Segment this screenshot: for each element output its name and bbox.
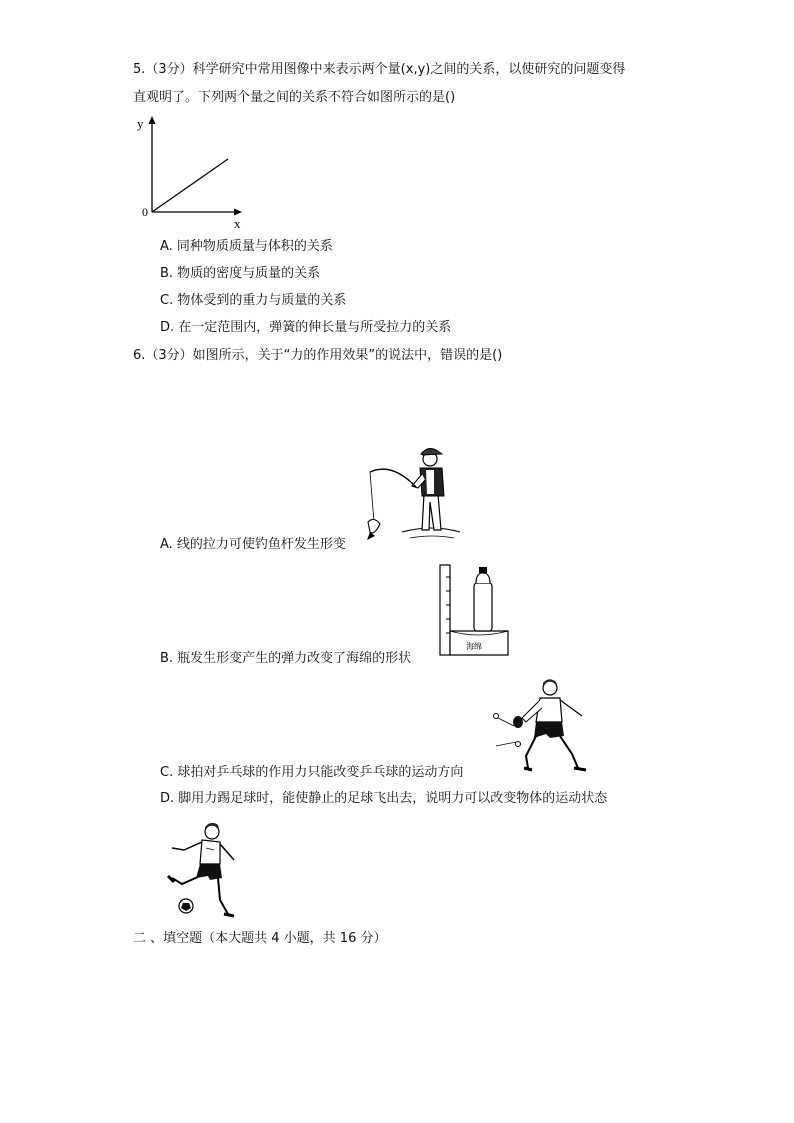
q5-stem-line2: 直观明了。下列两个量之间的关系不符合如图所示的是() <box>133 90 456 105</box>
q6-option-d: D. 脚用力踢足球时，能使静止的足球飞出去，说明力可以改变物体的运动状态 <box>160 791 608 806</box>
football-illustration <box>162 820 242 920</box>
q5-stem-line1: 5.（3分）科学研究中常用图像中来表示两个量(x,y)之间的关系，以使研究的问题变得 <box>133 62 626 77</box>
q5-option-d: D. 在一定范围内，弹簧的伸长量与所受拉力的关系 <box>160 320 452 335</box>
q6-stem: 6.（3分）如图所示，关于“力的作用效果”的说法中，错误的是() <box>133 348 503 363</box>
q6-option-a: A. 线的拉力可使钓鱼杆发生形变 <box>160 537 346 552</box>
fishing-illustration <box>362 444 467 544</box>
sponge-label: 海绵 <box>466 642 482 651</box>
q6-option-b: B. 瓶发生形变产生的弹力改变了海绵的形状 <box>160 651 412 666</box>
table-tennis-illustration <box>492 676 592 776</box>
graph-origin-label: 0 <box>142 205 148 219</box>
bottle-sponge-illustration <box>438 563 518 659</box>
q5-option-b: B. 物质的密度与质量的关系 <box>160 266 321 281</box>
q5-option-c: C. 物体受到的重力与质量的关系 <box>160 293 347 308</box>
q5-option-a: A. 同种物质质量与体积的关系 <box>160 239 333 254</box>
graph-y-label: y <box>137 116 144 131</box>
q5-graph <box>130 112 255 232</box>
graph-x-label: x <box>234 216 241 231</box>
q6-option-c: C. 球拍对乒乓球的作用力只能改变乒乓球的运动方向 <box>160 765 464 780</box>
section-2-heading: 二 、填空题（本大题共 4 小题，共 16 分） <box>133 931 387 946</box>
